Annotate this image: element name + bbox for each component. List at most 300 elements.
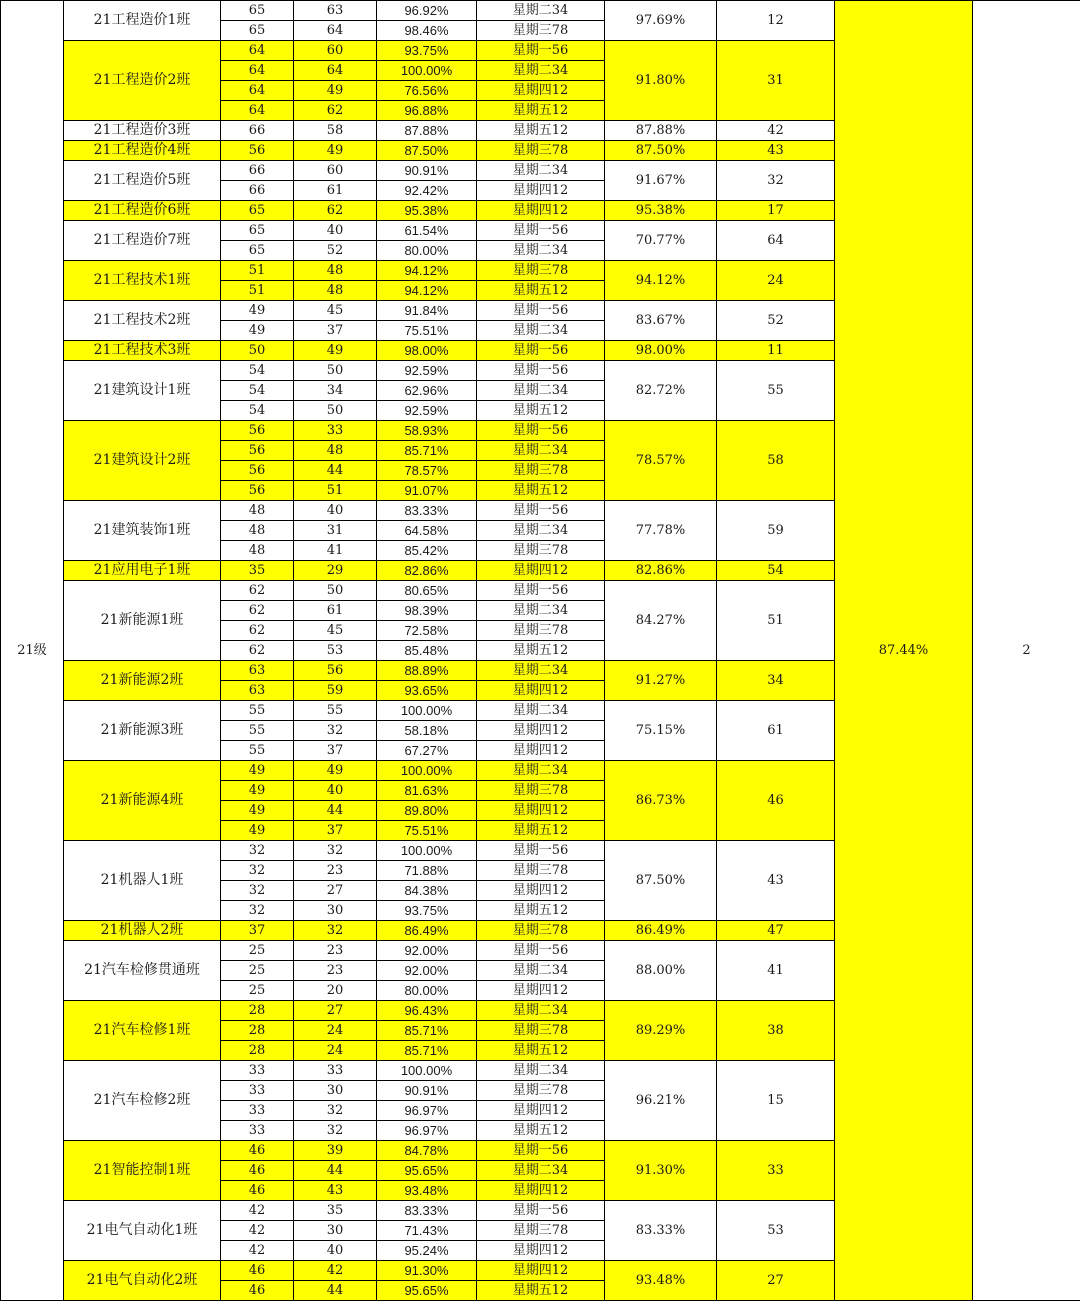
grade-overall-rate-cell: 87.44% <box>835 1 973 1301</box>
enrolled-count-cell: 46 <box>221 1141 294 1161</box>
attendance-rate-cell: 84.38% <box>377 881 477 901</box>
class-rank-cell: 59 <box>717 501 835 561</box>
present-count-cell: 44 <box>294 461 377 481</box>
present-count-cell: 34 <box>294 381 377 401</box>
enrolled-count-cell: 46 <box>221 1261 294 1281</box>
present-count-cell: 60 <box>294 161 377 181</box>
present-count-cell: 64 <box>294 21 377 41</box>
attendance-rate-cell: 81.63% <box>377 781 477 801</box>
class-name-cell: 21机器人2班 <box>64 921 221 941</box>
attendance-rate-cell: 85.71% <box>377 1041 477 1061</box>
class-name-cell: 21应用电子1班 <box>64 561 221 581</box>
present-count-cell: 49 <box>294 341 377 361</box>
class-name-cell: 21工程造价5班 <box>64 161 221 201</box>
present-count-cell: 35 <box>294 1201 377 1221</box>
check-session-cell: 星期五12 <box>477 821 605 841</box>
attendance-rate-cell: 100.00% <box>377 761 477 781</box>
class-name-cell: 21工程造价1班 <box>64 1 221 41</box>
enrolled-count-cell: 55 <box>221 741 294 761</box>
attendance-rate-cell: 85.42% <box>377 541 477 561</box>
check-session-cell: 星期五12 <box>477 401 605 421</box>
check-session-cell: 星期二34 <box>477 321 605 341</box>
present-count-cell: 61 <box>294 601 377 621</box>
check-session-cell: 星期四12 <box>477 681 605 701</box>
present-count-cell: 30 <box>294 901 377 921</box>
class-name-cell: 21工程技术2班 <box>64 301 221 341</box>
attendance-rate-cell: 95.24% <box>377 1241 477 1261</box>
class-name-cell: 21汽车检修2班 <box>64 1061 221 1141</box>
attendance-rate-cell: 98.00% <box>377 341 477 361</box>
class-rank-cell: 31 <box>717 41 835 121</box>
present-count-cell: 63 <box>294 1 377 21</box>
present-count-cell: 33 <box>294 1061 377 1081</box>
present-count-cell: 29 <box>294 561 377 581</box>
enrolled-count-cell: 42 <box>221 1241 294 1261</box>
check-session-cell: 星期一56 <box>477 1201 605 1221</box>
attendance-rate-cell: 100.00% <box>377 1061 477 1081</box>
present-count-cell: 23 <box>294 941 377 961</box>
class-average-cell: 93.48% <box>605 1261 717 1301</box>
enrolled-count-cell: 32 <box>221 881 294 901</box>
class-average-cell: 88.00% <box>605 941 717 1001</box>
class-average-cell: 97.69% <box>605 1 717 41</box>
present-count-cell: 37 <box>294 321 377 341</box>
attendance-rate-cell: 91.84% <box>377 301 477 321</box>
attendance-rate-cell: 92.00% <box>377 941 477 961</box>
enrolled-count-cell: 54 <box>221 361 294 381</box>
present-count-cell: 50 <box>294 361 377 381</box>
present-count-cell: 49 <box>294 141 377 161</box>
class-average-cell: 83.67% <box>605 301 717 341</box>
class-name-cell: 21工程造价6班 <box>64 201 221 221</box>
enrolled-count-cell: 35 <box>221 561 294 581</box>
present-count-cell: 44 <box>294 1161 377 1181</box>
check-session-cell: 星期三78 <box>477 1021 605 1041</box>
attendance-rate-cell: 92.42% <box>377 181 477 201</box>
present-count-cell: 37 <box>294 821 377 841</box>
enrolled-count-cell: 55 <box>221 701 294 721</box>
class-rank-cell: 61 <box>717 701 835 761</box>
enrolled-count-cell: 48 <box>221 521 294 541</box>
present-count-cell: 60 <box>294 41 377 61</box>
present-count-cell: 32 <box>294 841 377 861</box>
attendance-rate-cell: 95.38% <box>377 201 477 221</box>
attendance-rate-cell: 85.71% <box>377 441 477 461</box>
attendance-table-body <box>1 1 1080 1301</box>
present-count-cell: 39 <box>294 1141 377 1161</box>
attendance-rate-cell: 92.59% <box>377 401 477 421</box>
attendance-rate-cell: 95.65% <box>377 1161 477 1181</box>
present-count-cell: 30 <box>294 1081 377 1101</box>
class-rank-cell: 54 <box>717 561 835 581</box>
check-session-cell: 星期二34 <box>477 161 605 181</box>
check-session-cell: 星期一56 <box>477 1141 605 1161</box>
enrolled-count-cell: 65 <box>221 1 294 21</box>
present-count-cell: 24 <box>294 1021 377 1041</box>
class-average-cell: 77.78% <box>605 501 717 561</box>
class-average-cell: 75.15% <box>605 701 717 761</box>
class-name-cell: 21工程造价4班 <box>64 141 221 161</box>
enrolled-count-cell: 62 <box>221 581 294 601</box>
attendance-rate-cell: 94.12% <box>377 281 477 301</box>
class-rank-cell: 55 <box>717 361 835 421</box>
class-rank-cell: 43 <box>717 141 835 161</box>
class-rank-cell: 34 <box>717 661 835 701</box>
attendance-rate-cell: 98.39% <box>377 601 477 621</box>
enrolled-count-cell: 48 <box>221 501 294 521</box>
enrolled-count-cell: 49 <box>221 321 294 341</box>
check-session-cell: 星期三78 <box>477 261 605 281</box>
class-average-cell: 91.80% <box>605 41 717 121</box>
check-session-cell: 星期二34 <box>477 601 605 621</box>
enrolled-count-cell: 55 <box>221 721 294 741</box>
check-session-cell: 星期二34 <box>477 1161 605 1181</box>
enrolled-count-cell: 56 <box>221 481 294 501</box>
class-average-cell: 86.49% <box>605 921 717 941</box>
attendance-rate-cell: 71.88% <box>377 861 477 881</box>
class-rank-cell: 15 <box>717 1061 835 1141</box>
check-session-cell: 星期一56 <box>477 581 605 601</box>
present-count-cell: 32 <box>294 1101 377 1121</box>
class-rank-cell: 52 <box>717 301 835 341</box>
class-name-cell: 21工程造价3班 <box>64 121 221 141</box>
attendance-rate-cell: 75.51% <box>377 821 477 841</box>
class-average-cell: 94.12% <box>605 261 717 301</box>
enrolled-count-cell: 62 <box>221 601 294 621</box>
attendance-rate-cell: 100.00% <box>377 701 477 721</box>
check-session-cell: 星期一56 <box>477 421 605 441</box>
check-session-cell: 星期四12 <box>477 981 605 1001</box>
class-name-cell: 21建筑装饰1班 <box>64 501 221 561</box>
check-session-cell: 星期二34 <box>477 961 605 981</box>
class-name-cell: 21智能控制1班 <box>64 1141 221 1201</box>
class-name-cell: 21新能源4班 <box>64 761 221 841</box>
class-name-cell: 21工程技术1班 <box>64 261 221 301</box>
class-rank-cell: 11 <box>717 341 835 361</box>
check-session-cell: 星期一56 <box>477 221 605 241</box>
class-rank-cell: 51 <box>717 581 835 661</box>
check-session-cell: 星期三78 <box>477 461 605 481</box>
attendance-rate-cell: 92.59% <box>377 361 477 381</box>
class-name-cell: 21电气自动化2班 <box>64 1261 221 1301</box>
class-average-cell: 91.30% <box>605 1141 717 1201</box>
check-session-cell: 星期三78 <box>477 21 605 41</box>
attendance-rate-cell: 89.80% <box>377 801 477 821</box>
class-name-cell: 21汽车检修1班 <box>64 1001 221 1061</box>
present-count-cell: 64 <box>294 61 377 81</box>
check-session-cell: 星期五12 <box>477 281 605 301</box>
present-count-cell: 23 <box>294 861 377 881</box>
enrolled-count-cell: 51 <box>221 261 294 281</box>
attendance-rate-cell: 76.56% <box>377 81 477 101</box>
present-count-cell: 48 <box>294 441 377 461</box>
class-average-cell: 78.57% <box>605 421 717 501</box>
present-count-cell: 61 <box>294 181 377 201</box>
present-count-cell: 48 <box>294 261 377 281</box>
enrolled-count-cell: 56 <box>221 461 294 481</box>
attendance-rate-cell: 86.49% <box>377 921 477 941</box>
class-rank-cell: 47 <box>717 921 835 941</box>
check-session-cell: 星期三78 <box>477 541 605 561</box>
present-count-cell: 58 <box>294 121 377 141</box>
check-session-cell: 星期四12 <box>477 81 605 101</box>
check-session-cell: 星期五12 <box>477 1281 605 1301</box>
attendance-rate-cell: 90.91% <box>377 1081 477 1101</box>
check-session-cell: 星期二34 <box>477 761 605 781</box>
enrolled-count-cell: 56 <box>221 421 294 441</box>
present-count-cell: 52 <box>294 241 377 261</box>
enrolled-count-cell: 32 <box>221 861 294 881</box>
attendance-rate-cell: 85.48% <box>377 641 477 661</box>
check-session-cell: 星期四12 <box>477 201 605 221</box>
class-rank-cell: 33 <box>717 1141 835 1201</box>
attendance-rate-cell: 64.58% <box>377 521 477 541</box>
check-session-cell: 星期五12 <box>477 1041 605 1061</box>
attendance-rate-cell: 100.00% <box>377 61 477 81</box>
present-count-cell: 27 <box>294 881 377 901</box>
enrolled-count-cell: 25 <box>221 981 294 1001</box>
class-average-cell: 89.29% <box>605 1001 717 1061</box>
class-average-cell: 95.38% <box>605 201 717 221</box>
attendance-rate-cell: 91.30% <box>377 1261 477 1281</box>
enrolled-count-cell: 48 <box>221 541 294 561</box>
check-session-cell: 星期四12 <box>477 181 605 201</box>
present-count-cell: 20 <box>294 981 377 1001</box>
present-count-cell: 45 <box>294 301 377 321</box>
enrolled-count-cell: 51 <box>221 281 294 301</box>
check-session-cell: 星期二34 <box>477 1 605 21</box>
enrolled-count-cell: 56 <box>221 141 294 161</box>
attendance-rate-cell: 93.65% <box>377 681 477 701</box>
attendance-rate-cell: 96.97% <box>377 1101 477 1121</box>
check-session-cell: 星期四12 <box>477 561 605 581</box>
attendance-rate-cell: 95.65% <box>377 1281 477 1301</box>
class-rank-cell: 43 <box>717 841 835 921</box>
attendance-rate-cell: 71.43% <box>377 1221 477 1241</box>
check-session-cell: 星期一56 <box>477 41 605 61</box>
check-session-cell: 星期二34 <box>477 381 605 401</box>
attendance-rate-cell: 88.89% <box>377 661 477 681</box>
check-session-cell: 星期二34 <box>477 521 605 541</box>
attendance-rate-cell: 84.78% <box>377 1141 477 1161</box>
attendance-rate-cell: 93.75% <box>377 901 477 921</box>
class-name-cell: 21建筑设计2班 <box>64 421 221 501</box>
attendance-rate-cell: 83.33% <box>377 1201 477 1221</box>
check-session-cell: 星期二34 <box>477 661 605 681</box>
attendance-rate-cell: 93.75% <box>377 41 477 61</box>
attendance-rate-cell: 87.88% <box>377 121 477 141</box>
check-session-cell: 星期四12 <box>477 801 605 821</box>
present-count-cell: 40 <box>294 221 377 241</box>
class-name-cell: 21汽车检修贯通班 <box>64 941 221 1001</box>
enrolled-count-cell: 46 <box>221 1181 294 1201</box>
class-name-cell: 21工程造价2班 <box>64 41 221 121</box>
present-count-cell: 44 <box>294 1281 377 1301</box>
check-session-cell: 星期一56 <box>477 941 605 961</box>
check-session-cell: 星期三78 <box>477 921 605 941</box>
check-session-cell: 星期二34 <box>477 441 605 461</box>
attendance-rate-cell: 96.97% <box>377 1121 477 1141</box>
enrolled-count-cell: 28 <box>221 1001 294 1021</box>
attendance-rate-cell: 62.96% <box>377 381 477 401</box>
enrolled-count-cell: 46 <box>221 1161 294 1181</box>
check-session-cell: 星期五12 <box>477 481 605 501</box>
enrolled-count-cell: 63 <box>221 661 294 681</box>
enrolled-count-cell: 65 <box>221 221 294 241</box>
enrolled-count-cell: 54 <box>221 401 294 421</box>
check-session-cell: 星期五12 <box>477 901 605 921</box>
attendance-rate-cell: 80.00% <box>377 241 477 261</box>
present-count-cell: 30 <box>294 1221 377 1241</box>
present-count-cell: 45 <box>294 621 377 641</box>
enrolled-count-cell: 64 <box>221 41 294 61</box>
enrolled-count-cell: 42 <box>221 1221 294 1241</box>
present-count-cell: 37 <box>294 741 377 761</box>
present-count-cell: 32 <box>294 1121 377 1141</box>
enrolled-count-cell: 25 <box>221 941 294 961</box>
enrolled-count-cell: 65 <box>221 21 294 41</box>
present-count-cell: 51 <box>294 481 377 501</box>
enrolled-count-cell: 65 <box>221 201 294 221</box>
class-rank-cell: 17 <box>717 201 835 221</box>
check-session-cell: 星期三78 <box>477 141 605 161</box>
present-count-cell: 31 <box>294 521 377 541</box>
class-rank-cell: 24 <box>717 261 835 301</box>
attendance-rate-cell: 80.65% <box>377 581 477 601</box>
attendance-rate-cell: 58.18% <box>377 721 477 741</box>
present-count-cell: 53 <box>294 641 377 661</box>
grade-overall-rank-cell: 2 <box>973 1 1080 1301</box>
present-count-cell: 40 <box>294 781 377 801</box>
check-session-cell: 星期二34 <box>477 61 605 81</box>
class-name-cell: 21机器人1班 <box>64 841 221 921</box>
attendance-rate-cell: 87.50% <box>377 141 477 161</box>
class-average-cell: 87.50% <box>605 841 717 921</box>
present-count-cell: 40 <box>294 1241 377 1261</box>
class-rank-cell: 46 <box>717 761 835 841</box>
check-session-cell: 星期三78 <box>477 861 605 881</box>
check-session-cell: 星期三78 <box>477 621 605 641</box>
present-count-cell: 44 <box>294 801 377 821</box>
check-session-cell: 星期一56 <box>477 301 605 321</box>
attendance-rate-cell: 94.12% <box>377 261 477 281</box>
check-session-cell: 星期二34 <box>477 1001 605 1021</box>
attendance-rate-cell: 96.92% <box>377 1 477 21</box>
enrolled-count-cell: 28 <box>221 1021 294 1041</box>
attendance-rate-cell: 90.91% <box>377 161 477 181</box>
present-count-cell: 50 <box>294 401 377 421</box>
check-session-cell: 星期四12 <box>477 1181 605 1201</box>
present-count-cell: 59 <box>294 681 377 701</box>
attendance-rate-cell: 58.93% <box>377 421 477 441</box>
present-count-cell: 24 <box>294 1041 377 1061</box>
check-session-cell: 星期四12 <box>477 741 605 761</box>
enrolled-count-cell: 37 <box>221 921 294 941</box>
enrolled-count-cell: 64 <box>221 61 294 81</box>
present-count-cell: 50 <box>294 581 377 601</box>
check-session-cell: 星期四12 <box>477 1101 605 1121</box>
class-rank-cell: 58 <box>717 421 835 501</box>
class-average-cell: 91.27% <box>605 661 717 701</box>
enrolled-count-cell: 49 <box>221 301 294 321</box>
check-session-cell: 星期五12 <box>477 1121 605 1141</box>
present-count-cell: 40 <box>294 501 377 521</box>
enrolled-count-cell: 49 <box>221 821 294 841</box>
check-session-cell: 星期一56 <box>477 841 605 861</box>
enrolled-count-cell: 65 <box>221 241 294 261</box>
attendance-rate-cell: 82.86% <box>377 561 477 581</box>
enrolled-count-cell: 33 <box>221 1081 294 1101</box>
attendance-rate-cell: 92.00% <box>377 961 477 981</box>
enrolled-count-cell: 62 <box>221 621 294 641</box>
class-average-cell: 70.77% <box>605 221 717 261</box>
check-session-cell: 星期一56 <box>477 501 605 521</box>
check-session-cell: 星期二34 <box>477 241 605 261</box>
class-rank-cell: 41 <box>717 941 835 1001</box>
present-count-cell: 56 <box>294 661 377 681</box>
present-count-cell: 48 <box>294 281 377 301</box>
present-count-cell: 62 <box>294 201 377 221</box>
check-session-cell: 星期四12 <box>477 881 605 901</box>
check-session-cell: 星期三78 <box>477 1221 605 1241</box>
class-average-cell: 98.00% <box>605 341 717 361</box>
enrolled-count-cell: 33 <box>221 1061 294 1081</box>
present-count-cell: 49 <box>294 81 377 101</box>
enrolled-count-cell: 50 <box>221 341 294 361</box>
present-count-cell: 32 <box>294 921 377 941</box>
class-rank-cell: 64 <box>717 221 835 261</box>
present-count-cell: 32 <box>294 721 377 741</box>
present-count-cell: 27 <box>294 1001 377 1021</box>
attendance-rate-cell: 67.27% <box>377 741 477 761</box>
class-average-cell: 82.72% <box>605 361 717 421</box>
enrolled-count-cell: 49 <box>221 781 294 801</box>
enrolled-count-cell: 64 <box>221 101 294 121</box>
check-session-cell: 星期四12 <box>477 1261 605 1281</box>
present-count-cell: 23 <box>294 961 377 981</box>
check-session-cell: 星期四12 <box>477 1241 605 1261</box>
enrolled-count-cell: 49 <box>221 761 294 781</box>
present-count-cell: 62 <box>294 101 377 121</box>
attendance-rate-cell: 85.71% <box>377 1021 477 1041</box>
class-rank-cell: 38 <box>717 1001 835 1061</box>
enrolled-count-cell: 64 <box>221 81 294 101</box>
enrolled-count-cell: 66 <box>221 121 294 141</box>
class-average-cell: 83.33% <box>605 1201 717 1261</box>
class-name-cell: 21新能源2班 <box>64 661 221 701</box>
check-session-cell: 星期三78 <box>477 781 605 801</box>
enrolled-count-cell: 32 <box>221 901 294 921</box>
present-count-cell: 41 <box>294 541 377 561</box>
enrolled-count-cell: 66 <box>221 181 294 201</box>
class-average-cell: 82.86% <box>605 561 717 581</box>
enrolled-count-cell: 54 <box>221 381 294 401</box>
present-count-cell: 43 <box>294 1181 377 1201</box>
class-rank-cell: 53 <box>717 1201 835 1261</box>
class-average-cell: 91.67% <box>605 161 717 201</box>
attendance-rate-cell: 80.00% <box>377 981 477 1001</box>
present-count-cell: 33 <box>294 421 377 441</box>
enrolled-count-cell: 33 <box>221 1121 294 1141</box>
present-count-cell: 49 <box>294 761 377 781</box>
enrolled-count-cell: 46 <box>221 1281 294 1301</box>
check-session-cell: 星期五12 <box>477 641 605 661</box>
attendance-rate-cell: 78.57% <box>377 461 477 481</box>
class-rank-cell: 27 <box>717 1261 835 1301</box>
attendance-rate-cell: 93.48% <box>377 1181 477 1201</box>
table-row <box>1 1 1080 21</box>
class-average-cell: 87.88% <box>605 121 717 141</box>
